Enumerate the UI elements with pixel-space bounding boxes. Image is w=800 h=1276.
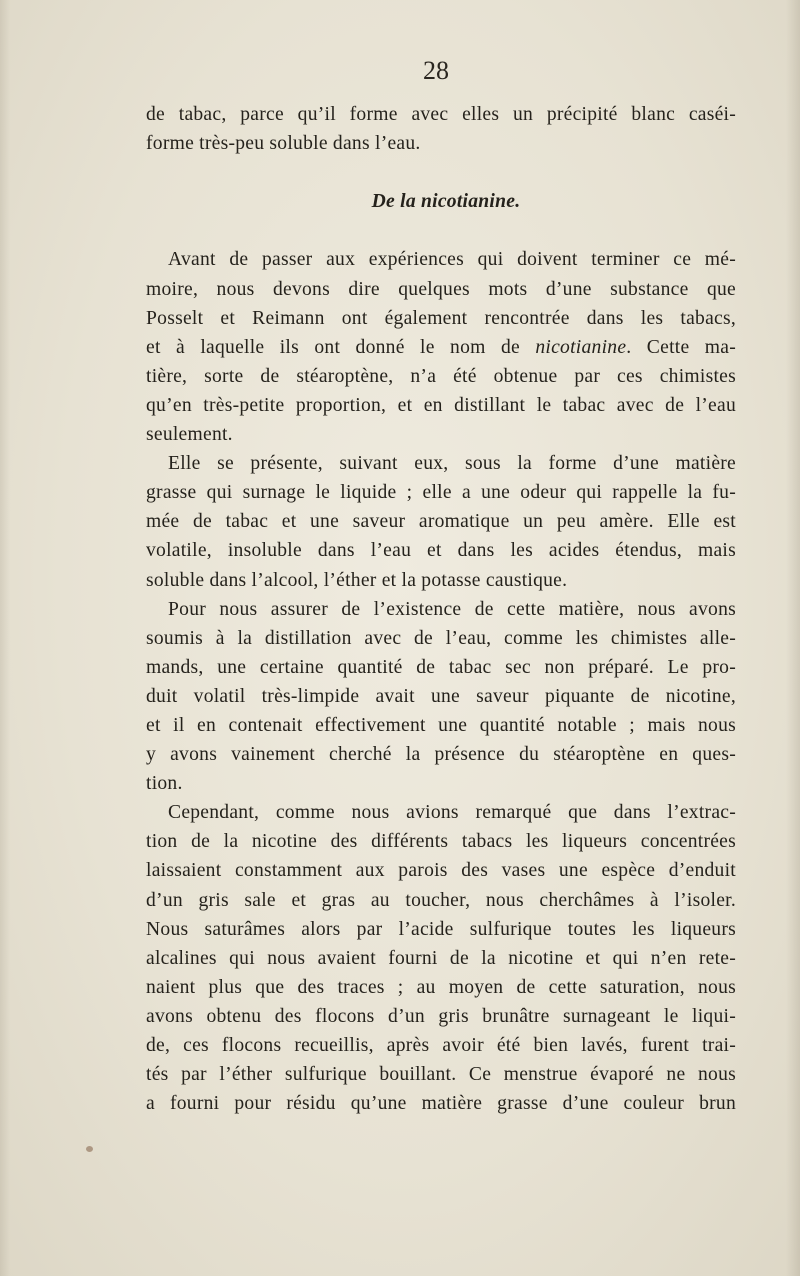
text-line: forme très-peu soluble dans l’eau. xyxy=(146,133,421,155)
text-line: duit volatil très-limpide avait une saveur piquante de nicotine, xyxy=(146,685,736,707)
text-line: seulement. xyxy=(146,424,233,446)
text-line: naient plus que des traces ; au moyen de cette saturation, nous xyxy=(146,976,736,998)
text-line: grasse qui surnage le liquide ; elle a une odeur qui rappelle la fu- xyxy=(146,482,736,504)
text-line: avons obtenu des flocons d’un gris brunâtre surnageant le liqui- xyxy=(146,1005,736,1027)
text-line: Avant de passer aux expériences qui doivent terminer ce mé- xyxy=(168,249,736,271)
text-line: alcalines qui nous avaient fourni de la nicotine et qui n’en rete- xyxy=(146,947,736,969)
text-line: d’un gris sale et gras au toucher, nous cherchâmes à l’isoler. xyxy=(146,889,736,911)
text-line: tés par l’éther sulfurique bouillant. Ce menstrue évaporé ne nous xyxy=(146,1064,736,1086)
text-line: laissaient constamment aux parois des vases une espèce d’enduit xyxy=(146,860,736,882)
text-line: Pour nous assurer de l’existence de cette matière, nous avons xyxy=(168,598,736,620)
text-line: Posselt et Reimann ont également rencontrée dans les tabacs, xyxy=(146,307,736,329)
page-number: 28 xyxy=(423,56,449,85)
text-line: qu’en très-petite proportion, et en distillant le tabac avec de l’eau xyxy=(146,394,736,416)
text-line: a fourni pour résidu qu’une matière grasse d’une couleur brun xyxy=(146,1093,736,1115)
text-line: tière, sorte de stéaroptène, n’a été obtenue par ces chimistes xyxy=(146,365,736,387)
text-line: et il en contenait effectivement une quantité notable ; mais nous xyxy=(146,714,736,736)
text-line: Cependant, comme nous avions remarqué que dans l’extrac- xyxy=(168,802,736,824)
page-right-edge-shadow xyxy=(786,0,800,1276)
term-nicotianine: nicotianine xyxy=(535,336,627,358)
text-line: tion. xyxy=(146,773,183,795)
text-line: de, ces flocons recueillis, après avoir été bien lavés, furent trai- xyxy=(146,1035,736,1056)
page-left-edge-shadow xyxy=(0,0,10,1276)
text-line: tion de la nicotine des différents tabacs les liqueurs concentrées xyxy=(146,831,736,853)
text-line: mée de tabac et une saveur aromatique un peu amère. Elle est xyxy=(146,511,736,533)
ink-stain xyxy=(86,1146,93,1152)
text-line: y avons vainement cherché la présence du stéaroptène en ques- xyxy=(146,744,736,766)
section-heading: De la nicotianine. xyxy=(371,191,521,213)
body-text xyxy=(146,100,736,1118)
text-line: moire, nous devons dire quelques mots d’une substance que xyxy=(146,278,736,300)
text-line: soluble dans l’alcool, l’éther et la potasse caustique. xyxy=(146,569,568,591)
text-fragment: . Cette ma- xyxy=(626,336,736,358)
text-line: soumis à la distillation avec de l’eau, comme les chimistes alle- xyxy=(146,627,736,649)
text-fragment: et à laquelle ils ont donné le nom de xyxy=(146,336,536,358)
text-line-with-term xyxy=(146,333,736,362)
text-line: mands, une certaine quantité de tabac sec non préparé. Le pro- xyxy=(146,656,736,678)
text-line: Elle se présente, suivant eux, sous la forme d’une matière xyxy=(168,453,736,475)
text-line: volatile, insoluble dans l’eau et dans les acides étendus, mais xyxy=(146,540,736,562)
text-line: de tabac, parce qu’il forme avec elles un précipité blanc caséi- xyxy=(146,104,736,125)
text-line: Nous saturâmes alors par l’acide sulfurique toutes les liqueurs xyxy=(146,918,736,940)
